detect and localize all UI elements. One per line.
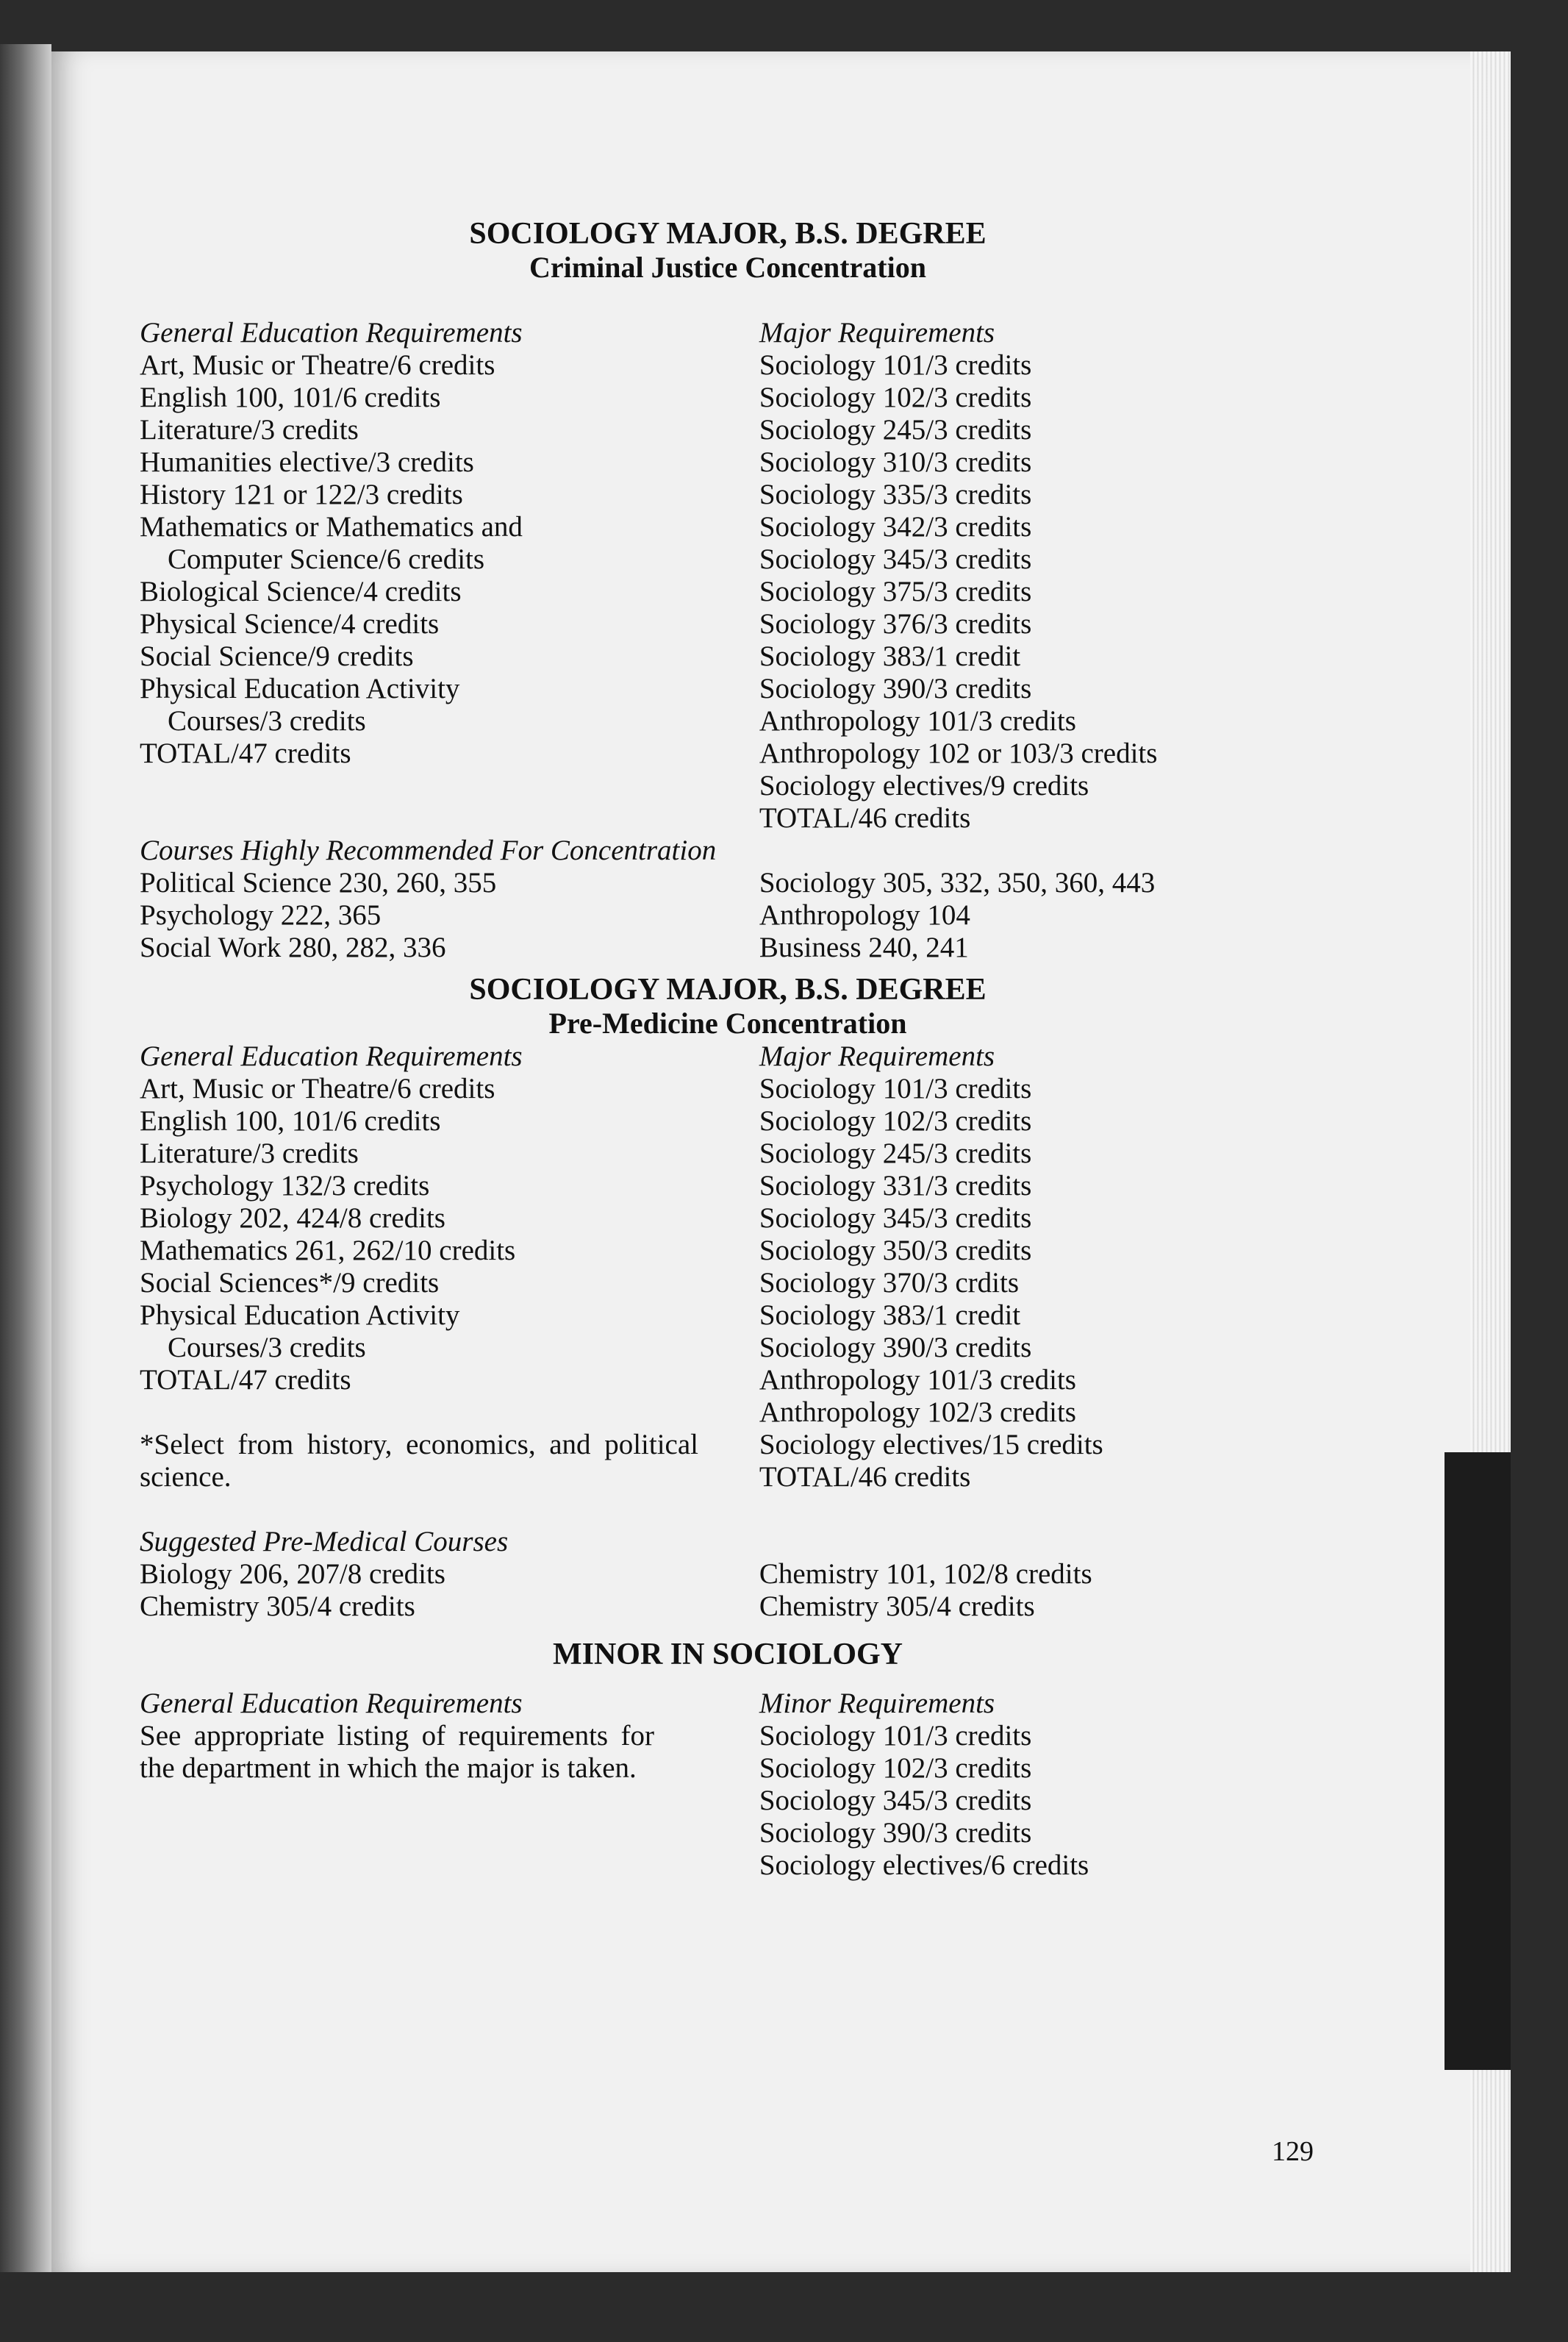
list-item: Chemistry 305/4 credits	[759, 1591, 1035, 1622]
list-item: Anthropology 104	[759, 899, 970, 931]
section-subtitle: Criminal Justice Concentration	[529, 251, 926, 284]
column-heading: Courses Highly Recommended For Concentration	[140, 835, 717, 866]
gen-ed-column	[140, 317, 759, 835]
list-item: Sociology 101/3 credits	[759, 349, 1032, 381]
list-item: Sociology 345/3 credits	[759, 1202, 1032, 1234]
list-item: Chemistry 101, 102/8 credits	[759, 1558, 1092, 1590]
column-heading: Major Requirements	[759, 317, 995, 349]
column-heading: Major Requirements	[759, 1040, 995, 1072]
list-item: Mathematics 261, 262/10 credits	[140, 1235, 516, 1266]
list-item: Sociology 383/1 credit	[759, 640, 1021, 672]
list-item: Literature/3 credits	[140, 414, 359, 446]
list-item: Sociology 370/3 crdits	[759, 1267, 1019, 1299]
list-item: Sociology electives/9 credits	[759, 770, 1089, 802]
thumb-index-tab	[1445, 1452, 1511, 2070]
list-item: History 121 or 122/3 credits	[140, 479, 463, 510]
section-title: SOCIOLOGY MAJOR, B.S. DEGREE	[469, 217, 987, 251]
list-item: Biological Science/4 credits	[140, 576, 462, 607]
recommended-courses	[140, 835, 1316, 964]
gen-ed-note: See appropriate listing of requirements for the department in which the major is taken.	[140, 1720, 654, 1784]
list-item: Anthropology 101/3 credits	[759, 1364, 1076, 1396]
list-item: Sociology 390/3 credits	[759, 1332, 1032, 1363]
column-heading: General Education Requirements	[140, 1688, 523, 1719]
list-item: Courses/3 credits	[168, 705, 366, 737]
section-heading	[140, 973, 1316, 1040]
list-item: Sociology electives/6 credits	[759, 1849, 1089, 1881]
suggested-left	[140, 1526, 759, 1623]
list-item: Social Sciences*/9 credits	[140, 1267, 440, 1299]
list-item: Social Science/9 credits	[140, 640, 414, 672]
recommended-right	[759, 835, 1316, 964]
list-item: Sociology 345/3 credits	[759, 543, 1032, 575]
list-item: Sociology 390/3 credits	[759, 1817, 1032, 1849]
list-item: Mathematics or Mathematics and	[140, 511, 523, 543]
list-item: Sociology electives/15 credits	[759, 1429, 1103, 1460]
list-item: Humanities elective/3 credits	[140, 446, 474, 478]
list-item: Sociology 335/3 credits	[759, 479, 1032, 510]
section-heading	[140, 217, 1316, 285]
gen-ed-column	[140, 1688, 759, 1882]
book-spine	[0, 44, 51, 2272]
list-item: Sociology 350/3 credits	[759, 1235, 1032, 1266]
list-item: Political Science 230, 260, 355	[140, 867, 497, 899]
list-item: Sociology 310/3 credits	[759, 446, 1032, 478]
minor-column	[759, 1688, 1316, 1882]
section-subtitle: Pre-Medicine Concentration	[548, 1007, 907, 1040]
suggested-courses	[140, 1526, 1316, 1623]
requirements-columns	[140, 317, 1316, 835]
list-item: Sociology 101/3 credits	[759, 1073, 1032, 1104]
list-item: Psychology 132/3 credits	[140, 1170, 430, 1202]
list-item: Physical Education Activity	[140, 673, 460, 704]
list-item: Sociology 342/3 credits	[759, 511, 1032, 543]
column-heading: General Education Requirements	[140, 317, 523, 349]
page-number: 129	[1272, 2136, 1314, 2167]
requirements-columns	[140, 1688, 1316, 1882]
column-heading: Suggested Pre-Medical Courses	[140, 1526, 509, 1557]
list-item: Physical Science/4 credits	[140, 608, 440, 640]
list-item: Biology 206, 207/8 credits	[140, 1558, 445, 1590]
list-item: Sociology 390/3 credits	[759, 673, 1032, 704]
list-item: Sociology 102/3 credits	[759, 382, 1032, 413]
list-item: TOTAL/46 credits	[759, 802, 971, 834]
list-item: Anthropology 101/3 credits	[759, 705, 1076, 737]
list-item: Art, Music or Theatre/6 credits	[140, 1073, 495, 1104]
recommended-left	[140, 835, 759, 964]
list-item: Sociology 345/3 credits	[759, 1785, 1032, 1816]
suggested-right	[759, 1526, 1316, 1623]
list-item: Anthropology 102/3 credits	[759, 1396, 1076, 1428]
list-item: Anthropology 102 or 103/3 credits	[759, 738, 1158, 769]
list-item: Sociology 102/3 credits	[759, 1105, 1032, 1137]
list-item: Computer Science/6 credits	[168, 543, 485, 575]
footnote: *Select from history, economics, and political science.	[140, 1429, 698, 1493]
column-heading: Minor Requirements	[759, 1688, 995, 1719]
section-heading	[140, 1638, 1316, 1671]
gen-ed-column	[140, 1040, 759, 1493]
major-column	[759, 1040, 1316, 1493]
list-item: Sociology 305, 332, 350, 360, 443	[759, 867, 1156, 899]
list-item: Sociology 245/3 credits	[759, 1138, 1032, 1169]
list-item: Courses/3 credits	[168, 1332, 366, 1363]
column-heading: General Education Requirements	[140, 1040, 523, 1072]
list-item: Literature/3 credits	[140, 1138, 359, 1169]
list-item: Art, Music or Theatre/6 credits	[140, 349, 495, 381]
list-item: Chemistry 305/4 credits	[140, 1591, 415, 1622]
list-item: Social Work 280, 282, 336	[140, 932, 446, 963]
page-content	[140, 217, 1316, 1882]
list-item: Psychology 222, 365	[140, 899, 382, 931]
list-item: Business 240, 241	[759, 932, 969, 963]
list-item: Biology 202, 424/8 credits	[140, 1202, 445, 1234]
list-item: Sociology 245/3 credits	[759, 414, 1032, 446]
list-item: Sociology 101/3 credits	[759, 1720, 1032, 1752]
major-column	[759, 317, 1316, 835]
list-item: English 100, 101/6 credits	[140, 1105, 441, 1137]
list-item: Sociology 376/3 credits	[759, 608, 1032, 640]
list-item: English 100, 101/6 credits	[140, 382, 441, 413]
list-item: TOTAL/47 credits	[140, 738, 351, 769]
list-item: Sociology 383/1 credit	[759, 1299, 1021, 1331]
list-item: TOTAL/47 credits	[140, 1364, 351, 1396]
section-title: MINOR IN SOCIOLOGY	[552, 1638, 903, 1671]
section-title: SOCIOLOGY MAJOR, B.S. DEGREE	[469, 973, 987, 1007]
list-item: TOTAL/46 credits	[759, 1461, 971, 1493]
requirements-columns	[140, 1040, 1316, 1493]
list-item: Sociology 102/3 credits	[759, 1752, 1032, 1784]
list-item: Sociology 331/3 credits	[759, 1170, 1032, 1202]
list-item: Physical Education Activity	[140, 1299, 460, 1331]
list-item: Sociology 375/3 credits	[759, 576, 1032, 607]
